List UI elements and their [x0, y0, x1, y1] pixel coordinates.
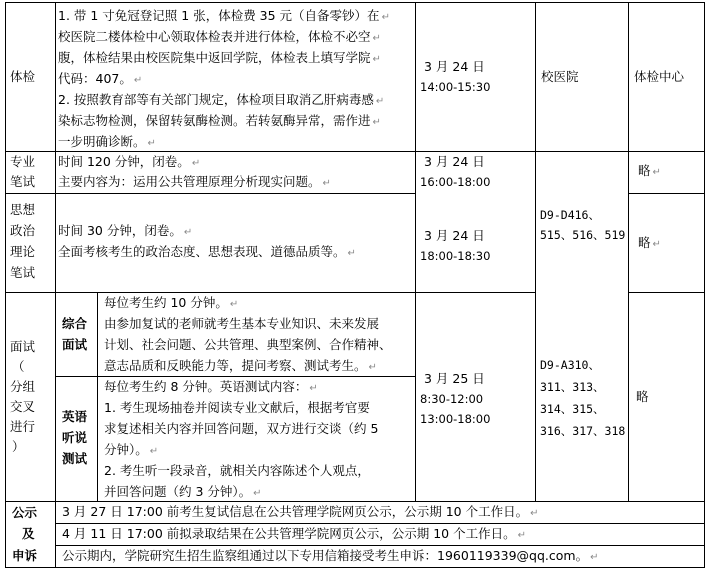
content-line: 每位考生约 10 分钟。 ↵ — [104, 295, 239, 310]
location-line: 314、315、 — [540, 402, 605, 416]
political-time: 18:00-18:30 — [420, 249, 491, 263]
content-line: 意志品质和反映能力等，提问考察、测试考生。 ↵ — [104, 358, 377, 373]
label-line: 分组 — [10, 379, 36, 394]
grid-line — [5, 2, 6, 568]
label-line: 及 — [22, 526, 35, 541]
grid-line — [628, 193, 705, 194]
exam-date: 3 月 24 日 — [424, 59, 485, 74]
content-line: 一步明确诊断。 ↵ — [58, 134, 156, 149]
professional-date: 3 月 24 日 — [424, 154, 485, 169]
content-line: 代码：407。 ↵ — [58, 71, 143, 86]
interview-date: 3 月 25 日 — [424, 371, 485, 386]
exam-time: 14:00-15:30 — [420, 80, 491, 94]
label-line: 听说 — [62, 430, 88, 445]
content-line: 求复述相关内容并回答问题，双方进行交谈（约 5 — [104, 421, 379, 436]
label-line: 专业 — [10, 154, 36, 169]
content-line: 并回答问题（约 3 分钟）。 ↵ — [104, 484, 262, 499]
label-line: 面试 — [62, 337, 88, 352]
location-line: 311、313、 — [540, 380, 605, 394]
exam-location: 校医院 — [541, 69, 579, 84]
content-line: 计划、社会问题、公共管理、典型案例、合作精神、 — [104, 337, 392, 352]
label-line: 面试 — [10, 339, 36, 354]
grid-line — [415, 2, 416, 501]
content-line: 染标志物检测，保留转氨酶检测。若转氨酶异常，需作进 ↵ — [58, 113, 381, 128]
label-line: 申诉 — [12, 548, 38, 563]
written-location: D9-D416、515、516、519 — [540, 208, 626, 242]
label-line: 思想 — [10, 202, 36, 217]
row-label-exam: 体检 — [10, 69, 36, 84]
appeal-line: 公示期内，学院研究生招生监察组通过以下专用信箱接受考生申诉：1960119339@qq.com。 ↵ — [62, 548, 599, 563]
grid-line — [5, 292, 535, 293]
label-line: （ — [12, 359, 25, 374]
location-line: 316、317、318 — [540, 424, 626, 438]
content-line: 腹，体检结果由校医院集中返回学院，体检表上填写学院 ↵ — [58, 50, 381, 65]
political-content: 全面考核考生的政治态度、思想表现、道德品质等。 ↵ — [58, 244, 356, 259]
professional-time: 16:00-18:00 — [420, 175, 491, 189]
grid-line — [5, 2, 705, 3]
interview-time-morning: 8:30-12:00 — [420, 392, 484, 406]
publicity-line: 3 月 27 日 17:00 前考生复试信息在公共管理学院网页公示，公示期 10 个工作日。 ↵ — [62, 504, 539, 519]
grid-line — [55, 2, 56, 568]
grid-line — [628, 2, 629, 501]
content-line: 校医院二楼体检中心领取体检表并进行体检，体检不必空 ↵ — [58, 29, 381, 44]
political-note: 略 ↵ — [638, 235, 661, 250]
grid-line — [535, 2, 536, 501]
label-line: ） — [12, 439, 25, 454]
content-line: 2. 按照教育部等有关部门规定，体检项目取消乙肝病毒感 ↵ — [58, 92, 385, 107]
label-line: 综合 — [62, 316, 88, 331]
grid-line — [97, 292, 98, 501]
label-line: 英语 — [62, 409, 88, 424]
political-date: 3 月 24 日 — [424, 228, 485, 243]
label-line: 笔试 — [10, 174, 36, 189]
label-line: 交叉 — [10, 399, 36, 414]
content-line: 分钟）。 ↵ — [104, 442, 159, 457]
grid-line — [628, 292, 705, 293]
label-line: 公示 — [12, 505, 38, 520]
label-line: 测试 — [62, 451, 88, 466]
label-line: 政治 — [10, 223, 36, 238]
professional-note: 略 ↵ — [638, 163, 661, 178]
content-line: 2. 考生听一段录音，就相关内容陈述个人观点， — [104, 463, 370, 478]
publicity-line: 4 月 11 日 17:00 前拟录取结果在公共管理学院网页公示，公示期 10 个工作日。 ↵ — [62, 526, 526, 541]
location-line: D9-A310、 — [540, 358, 600, 372]
content-line: 每位考生约 8 分钟。英语测试内容： ↵ — [104, 379, 318, 394]
content-line: 1. 考生现场抽卷并阅读专业文献后，根据考官要 — [104, 400, 370, 415]
interview-note: 略 — [636, 389, 649, 404]
content-line: 1. 带 1 寸免冠登记照 1 张，体检费 35 元（自备零钞）在 ↵ — [58, 8, 390, 23]
label-line: 进行 — [10, 419, 36, 434]
label-line: 笔试 — [10, 265, 36, 280]
grid-line — [704, 2, 705, 568]
label-line: 理论 — [10, 244, 36, 259]
content-line: 由参加复试的老师就考生基本专业知识、未来发展 — [104, 316, 380, 331]
professional-content: 时间 120 分钟，闭卷。 ↵ — [58, 154, 201, 169]
interview-time-afternoon: 13:00-18:00 — [420, 412, 491, 426]
exam-note: 体检中心 — [634, 69, 685, 84]
political-content: 时间 30 分钟，闭卷。 ↵ — [58, 223, 193, 238]
professional-content: 主要内容为：运用公共管理原理分析现实问题。 ↵ — [58, 174, 331, 189]
